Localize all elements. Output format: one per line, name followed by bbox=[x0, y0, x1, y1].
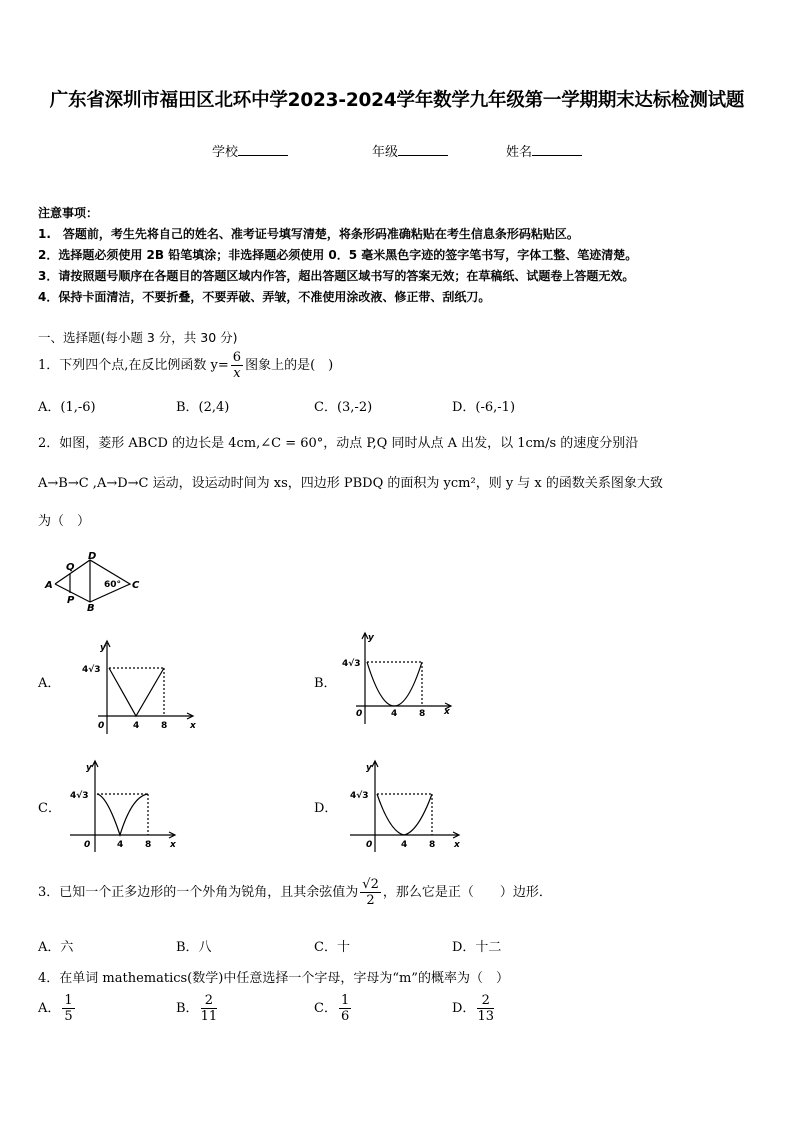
school-label: 学校 bbox=[212, 145, 239, 160]
label-q: Q bbox=[66, 562, 75, 573]
question-3 bbox=[38, 877, 552, 908]
origin-label: 0 bbox=[98, 721, 105, 731]
note-item: 4．保持卡面清洁，不要折叠，不要弄破、弄皱，不准使用涂改液、修正带、刮纸刀。 bbox=[38, 290, 491, 304]
grade-field[interactable] bbox=[372, 141, 448, 160]
note-item: 2．选择题必须使用 2B 铅笔填涂；非选择题必须使用 0．5 毫米黑色字迹的签字笔书写，字体工整、笔迹清楚。 bbox=[38, 248, 638, 262]
ymax-label: 4√3 bbox=[70, 791, 89, 801]
tick-8: 8 bbox=[419, 709, 426, 719]
q1-option-c[interactable]: C．(3,-2) bbox=[314, 400, 373, 415]
school-field[interactable] bbox=[212, 141, 288, 160]
q1-fraction: $\frac{6}{x}$ bbox=[232, 350, 242, 381]
q1-option-b[interactable]: B．(2,4) bbox=[176, 400, 230, 415]
q2-option-c[interactable]: C． bbox=[38, 801, 61, 816]
q2-graph-c bbox=[62, 756, 182, 856]
notes-block bbox=[38, 203, 637, 308]
origin-label: 0 bbox=[84, 840, 91, 850]
option-fraction: $\frac{1}{5}$ bbox=[64, 993, 73, 1024]
x-axis-label: x bbox=[454, 840, 460, 850]
school-blank[interactable] bbox=[238, 143, 288, 156]
origin-label: 0 bbox=[366, 840, 373, 850]
q2-line-3: 为（ ） bbox=[38, 514, 91, 529]
option-label: A． bbox=[38, 1001, 61, 1016]
grade-label: 年级 bbox=[372, 145, 399, 160]
y-axis-label: y bbox=[366, 763, 372, 773]
q4-option-a[interactable] bbox=[38, 993, 77, 1024]
q4-option-d[interactable] bbox=[452, 993, 496, 1024]
option-label: B． bbox=[176, 1001, 199, 1016]
q3-option-c[interactable]: C．十 bbox=[314, 940, 350, 955]
ymax-label: 4√3 bbox=[342, 659, 361, 669]
q4-option-c[interactable] bbox=[314, 993, 353, 1024]
grade-blank[interactable] bbox=[398, 143, 448, 156]
note-item: 1. 答题前，考生先将自己的姓名、准考证号填写清楚，将条形码准确粘贴在考生信息条形码粘贴区。 bbox=[38, 227, 579, 241]
x-axis-label: x bbox=[170, 840, 176, 850]
name-field[interactable] bbox=[506, 141, 582, 160]
label-a: A bbox=[45, 580, 53, 591]
q1-option-d[interactable]: D．(-6,-1) bbox=[452, 400, 516, 415]
ymax-label: 4√3 bbox=[350, 791, 369, 801]
rhombus-figure bbox=[40, 550, 145, 615]
q3-stem-end: ，那么它是正（ ）边形． bbox=[382, 885, 552, 900]
angle-label: 60° bbox=[104, 580, 122, 590]
label-p: P bbox=[67, 595, 75, 606]
tick-8: 8 bbox=[145, 840, 152, 850]
q4-option-b[interactable] bbox=[176, 993, 219, 1024]
label-b: B bbox=[87, 603, 95, 614]
question-1 bbox=[38, 350, 333, 381]
option-fraction: $\frac{2}{11}$ bbox=[200, 993, 218, 1024]
q3-stem: 3．已知一个正多边形的一个外角为锐角，且其余弦值为 bbox=[38, 885, 359, 900]
y-axis-label: y bbox=[100, 643, 106, 653]
q3-fraction: $\frac{√2}{2}$ bbox=[362, 877, 379, 908]
q3-option-d[interactable]: D．十二 bbox=[452, 940, 502, 955]
name-blank[interactable] bbox=[532, 143, 582, 156]
q2-graph-d bbox=[342, 756, 467, 856]
q2-option-b[interactable]: B． bbox=[314, 676, 337, 691]
ymax-label: 4√3 bbox=[82, 665, 101, 675]
question-4: 4．在单词 mathematics(数学)中任意选择一个字母，字母为“m”的概率为（ ） bbox=[38, 971, 509, 986]
y-axis-label: y bbox=[86, 763, 92, 773]
option-label: C． bbox=[314, 1001, 337, 1016]
section-heading: 一、选择题(每小题 3 分，共 30 分) bbox=[38, 330, 238, 345]
q3-option-b[interactable]: B．八 bbox=[176, 940, 212, 955]
label-c: C bbox=[132, 580, 140, 591]
x-axis-label: x bbox=[190, 721, 196, 731]
notes-heading: 注意事项： bbox=[38, 206, 99, 220]
page-title: 广东省深圳市福田区北环中学2023-2024学年数学九年级第一学期期末达标检测试题 bbox=[49, 90, 745, 111]
q2-graph-b bbox=[338, 628, 458, 728]
q1-stem-end: 图象上的是( ) bbox=[245, 358, 334, 373]
tick-4: 4 bbox=[401, 840, 408, 850]
tick-4: 4 bbox=[117, 840, 124, 850]
q2-option-d[interactable]: D． bbox=[314, 801, 338, 816]
q2-graph-a bbox=[80, 638, 200, 738]
tick-4: 4 bbox=[133, 721, 140, 731]
name-label: 姓名 bbox=[506, 145, 533, 160]
option-label: D． bbox=[452, 1001, 476, 1016]
note-item: 3．请按照题号顺序在各题目的答题区域内作答，超出答题区域书写的答案无效；在草稿纸、试题卷上答题无效。 bbox=[38, 269, 635, 283]
y-axis-label: y bbox=[368, 633, 374, 643]
q3-option-a[interactable]: A．六 bbox=[38, 940, 74, 955]
origin-label: 0 bbox=[356, 709, 363, 719]
tick-8: 8 bbox=[161, 721, 168, 731]
q2-line-2: A→B→C ,A→D→C 运动，设运动时间为 xs，四边形 PBDQ 的面积为 ycm²，则 y 与 x 的函数关系图象大致 bbox=[38, 476, 663, 491]
q1-stem: 1．下列四个点,在反比例函数 y= bbox=[38, 358, 229, 373]
option-fraction: $\frac{1}{6}$ bbox=[340, 993, 350, 1024]
q2-option-a[interactable]: A． bbox=[38, 676, 61, 691]
label-d: D bbox=[88, 551, 97, 562]
option-fraction: $\frac{2}{13}$ bbox=[477, 993, 494, 1024]
x-axis-label: x bbox=[444, 707, 450, 717]
tick-8: 8 bbox=[429, 840, 436, 850]
q1-option-a[interactable]: A．(1,-6) bbox=[38, 400, 96, 415]
q2-line-1: 2．如图，菱形 ABCD 的边长是 4cm,∠C = 60°，动点 P,Q 同时从点 A 出发，以 1cm/s 的速度分别沿 bbox=[38, 436, 639, 451]
tick-4: 4 bbox=[391, 709, 398, 719]
